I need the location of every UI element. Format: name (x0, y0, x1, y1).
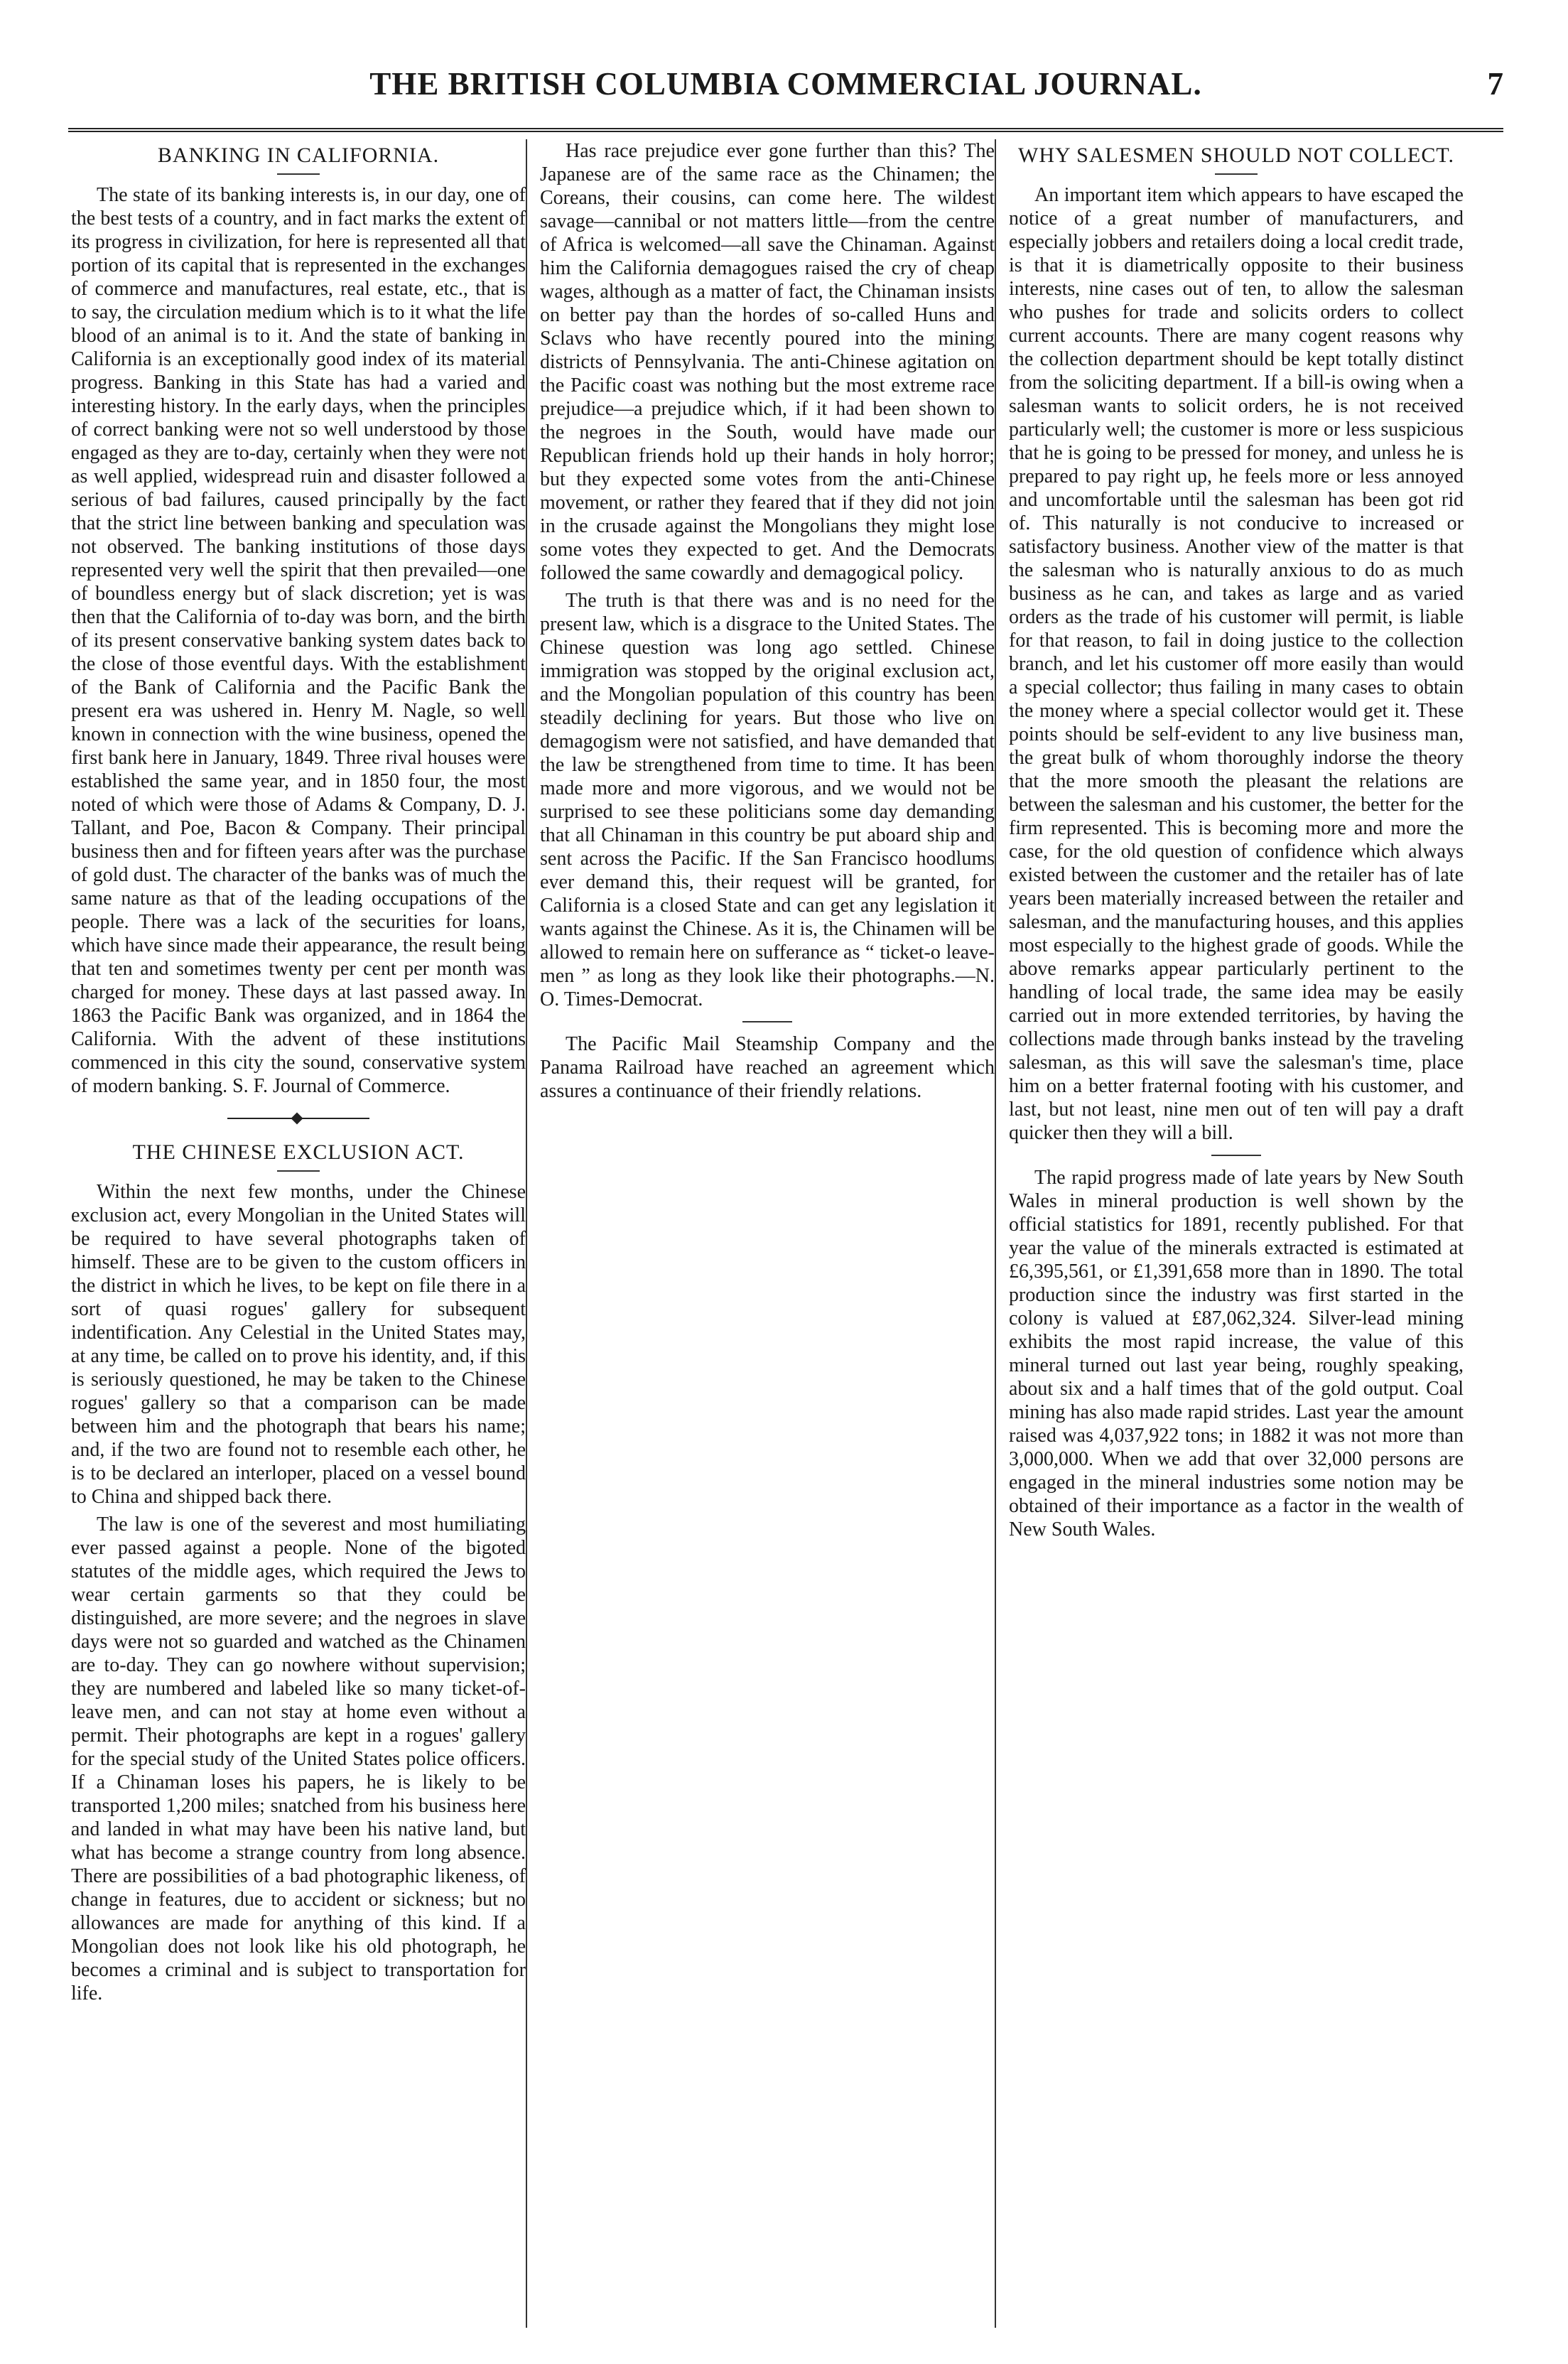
section-ornament (227, 1113, 369, 1123)
title-rule (277, 1170, 320, 1172)
title-rule (1215, 173, 1258, 175)
article-paragraph: The Pacific Mail Steamship Company and the Panama Railroad have reached an agreement which assures a continuance of their friendly relations. (540, 1033, 995, 1102)
column-2 (540, 139, 995, 2342)
column-3 (1009, 139, 1464, 2342)
article-paragraph: The law is one of the severest and most humiliating ever passed against a people. None of the bigoted statutes of the middle ages, which required the Jews to wear certain garments so that they could be distinguished, are more severe; and the negroes in slave days were not so guarded and watched as the Chinamen are to-day. They can go nowhere without supervision; they are numbered and labeled like so many ticket-of-leave men, and can not stay at home even without a permit. Their photographs are kept in a rogues' gallery for the special study of the United States police officers. If a Chinaman loses his papers, he is likely to be transported 1,200 miles; snatched from his business here and landed in what may have been his native land, but what has become a strange country from long absence. There are possibilities of a bad photographic likeness, of change in features, due to accident or sickness; but no allowances are made for anything of this kind. If a Mongolian does not look like his old photograph, he becomes a criminal and is subject to transportation for life. (71, 1513, 526, 2004)
article-paragraph: The truth is that there was and is no need for the present law, which is a disgrace to the United States. The Chinese question was long ago settled. Chinese immigration was stopped by the original exclusion act, and the Mongolian population of this country has been steadily declining for years. But those who live on demagogism were not satisfied, and have demanded that the law be strengthened from time to time. It has been made more and more vigorous, and we would not be surprised to see these politicians some day demanding that all Chinaman in this country be put aboard ship and sent across the Pacific. If the San Francisco hoodlums ever demand this, their request will be granted, for California is a closed State and can get any legislation it wants against the Chinese. As it is, the Chinamen will be allowed to remain here on sufferance as “ ticket-o leave-men ” as long as they look like their photographs.—N. O. Times-Democrat. (540, 590, 995, 1010)
column-1 (71, 139, 526, 2342)
article-paragraph: Has race prejudice ever gone further than this? The Japanese are of the same race as the Chinamen; the Coreans, their cousins, can come here. The wildest savage—cannibal or not matters little—from the centre of Africa is welcomed—all save the Chinaman. Against him the California demagogues raised the cry of cheap wages, although as a matter of fact, the Chinaman insists on better pay than the hordes of so-called Huns and Sclavs who have recently poured into the mining districts of Pennsylvania. The anti-Chinese agitation on the Pacific coast was nothing but the most extreme race prejudice—a prejudice which, if it had been shown to the negroes in the South, would have made our Republican friends hold up their hands in holy horror; but they expected some votes from the anti-Chinese movement, or rather they feared that if they did not join in the crusade against the Mongolians they might lose some votes they expected to get. And the Democrats followed the same cowardly and demagogical policy. (540, 140, 995, 584)
section-rule (1211, 1155, 1261, 1156)
article-paragraph: Within the next few months, under the Chinese exclusion act, every Mongolian in the United States will be required to have several photographs taken of himself. These are to be given to the custom officers in the district in which he lives, to be kept on file there in a sort of quasi rogues' gallery for subsequent indentification. Any Celestial in the United States may, at any time, be called on to prove his identity, and, if this is seriously questioned, he may be taken to the Chinese rogues' gallery so that a comparison can be made between him and the photograph that bears his name; and, if the two are found not to resemble each other, he is to be declared an interloper, placed on a vessel bound to China and shipped back there. (71, 1181, 526, 1508)
page-number: 7 (1487, 66, 1503, 102)
journal-title: THE BRITISH COLUMBIA COMMERCIAL JOURNAL. (369, 66, 1202, 102)
column-divider (526, 139, 527, 2328)
article-paragraph: The state of its banking interests is, in our day, one of the best tests of a country, and in fact marks the extent of its progress in civilization, for here is represented all that portion of its capital that is represented in the exchanges of commerce and manufactures, real estate, etc., that is to say, the circulation medium which is to it what the life blood of an animal is to it. And the state of banking in California is an exceptionally good index of its material progress. Banking in this State has had a varied and interesting history. In the early days, when the principles of correct banking were not so well understood by those engaged as they are to-day, certainly when they were not as well applied, widespread ruin and disaster followed a serious of bad failures, caused principally by the fact that the strict line between banking and speculation was not observed. The banking institutions of those days represented very well the spirit that then prevailed—one of boundless energy but of slack discretion; yet is was then that the California of to-day was born, and the birth of its present conservative banking system dates back to the close of those eventful days. With the establishment of the Bank of California and the Pacific Bank the present era was ushered in. Henry M. Nagle, so well known in connection with the wine business, opened the first bank here in January, 1849. Three rival houses were established the same year, and in 1850 four, the most noted of which were those of Adams & Company, D. J. Tallant, and Poe, Bacon & Company. Their principal business then and for fifteen years after was the purchase of gold dust. The character of the banks was of much the same nature as that of the leading occupations of the people. There was a lack of the securities for loans, which have since made their appearance, the result being that ten and sometimes twenty per cent per month was charged for money. These days at last passed away. In 1863 the Pacific Bank was organized, and in 1864 the California. With the advent of these institutions commenced in this city the sound, conservative system of modern banking. S. F. Journal of Commerce. (71, 184, 526, 1097)
article-title-salesmen: WHY SALESMEN SHOULD NOT COLLECT. (1018, 144, 1454, 167)
section-rule (742, 1021, 792, 1022)
column-divider (995, 139, 996, 2328)
title-rule (277, 173, 320, 175)
article-title-banking: BANKING IN CALIFORNIA. (157, 144, 440, 167)
header-rule (68, 128, 1503, 132)
masthead (68, 65, 1503, 108)
article-paragraph: The rapid progress made of late years by New South Wales in mineral production is well shown by the official statistics for 1891, recently published. For that year the value of the minerals extracted is estimated at £6,395,561, or £1,391,658 more than in 1890. The total production since the industry was first started in the colony is valued at £87,062,324. Silver-lead mining exhibits the most rapid increase, the value of this mineral turned out last year being, roughly speaking, about six and a half times that of the gold output. Coal mining has also made rapid strides. Last year the amount raised was 4,037,922 tons; in 1882 it was not more than 3,000,000. When we add that over 32,000 persons are engaged in the mineral industries some notion may be obtained of their importance as a factor in the wealth of New South Wales. (1009, 1167, 1464, 1540)
article-title-chinese-exclusion: THE CHINESE EXCLUSION ACT. (132, 1140, 465, 1164)
article-paragraph: An important item which appears to have escaped the notice of a great number of manufacturers, and especially jobbers and retailers doing a local credit trade, is that it is diametrically opposite to their business interests, nine cases out of ten, to allow the salesman who pushes for trade and solicits orders to collect current accounts. There are many cogent reasons why the collection department should be kept totally distinct from the soliciting department. If a bill-is owing when a salesman wants to solicit orders, he is not received particularly well; the customer is more or less suspicious that he is going to be pressed for money, and unless he is prepared to pay right up, he feels more or less annoyed and uncomfortable until the salesman has been got rid of. This naturally is not conducive to increased or satisfactory business. Another view of the matter is that the salesman who is naturally anxious to do as much business as he can, and takes as large and as varied orders as the trade of his customer will permit, is liable for that reason, to fail in doing justice to the collection branch, and let his customer off more easily than would a special collector; thus failing in many cases to obtain the money where a special collector would get it. These points should be self-evident to any live business man, the great bulk of whom thoroughly indorse the theory that the more smooth the pleasant the relations are between the salesman and his customer, the better for the firm represented. This is becoming more and more the case, for the old question of confidence which always existed between the customer and the retailer has of late years been materially increased between the retailer and salesman, and the manufacturing houses, and this applies most especially to the highest grade of goods. While the above remarks appear particularly pertinent to the handling of local trade, the same idea may be easily carried out in more extended territories, by having the collections made through banks instead by the traveling salesman, as this will save the salesman's time, place him on a better fraternal footing with his customer, and last, but not least, nine men out of ten will pay a draft quicker then they will a bill. (1009, 184, 1464, 1144)
